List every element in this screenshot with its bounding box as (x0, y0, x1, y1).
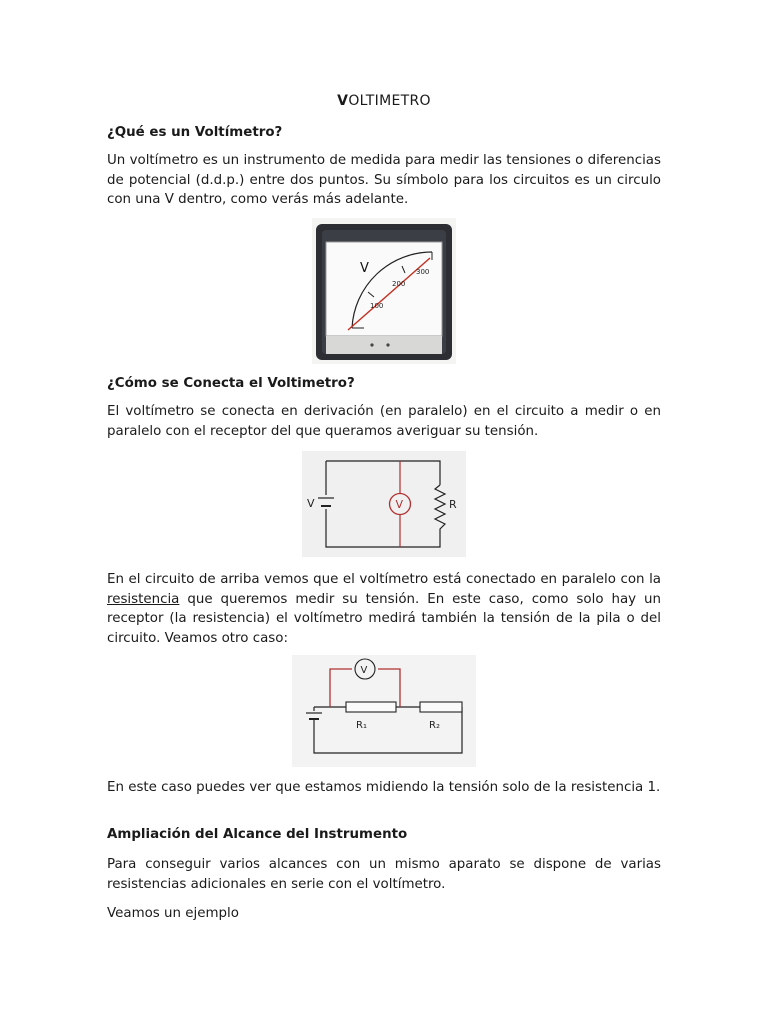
paragraph-explicacion: En el circuito de arriba vemos que el voltímetro está conectado en paralelo con la resistencia que queremos medir su tensión. En este caso, como solo hay un receptor (la resistencia) el voltímetro medirá también la tensión de la pila o del circuito. Veamos otro caso: (107, 572, 661, 646)
series-circuit-diagram (292, 655, 476, 767)
heading-como-conecta: ¿Cómo se Conecta el Voltimetro? (107, 376, 355, 391)
heading-que-es: ¿Qué es un Voltímetro? (107, 125, 283, 140)
meter-letter: V (360, 261, 369, 276)
circuit1-voltmeter-label: V (395, 498, 404, 511)
heading-ampliacion: Ampliación del Alcance del Instrumento (107, 827, 408, 842)
meter-tick-100: 100 (370, 302, 384, 310)
circuit1-resistor-label: R (449, 498, 457, 511)
meter-tick-300: 300 (416, 268, 430, 276)
parallel-circuit-diagram (302, 451, 466, 557)
meter-tick-200: 200 (392, 280, 406, 288)
circuit2-r1-label: R₁ (356, 720, 367, 731)
circuit2-r2-label: R₂ (429, 720, 440, 731)
paragraph-definicion: Un voltímetro es un instrumento de medida para medir las tensiones o diferencias de potencial (d.d.p.) entre dos puntos. Su símbolo para los circuitos es un circulo con una V dentro, como verás más adelante. (107, 153, 661, 207)
paragraph-caso-resistencia: En este caso puedes ver que estamos midiendo la tensión solo de la resistencia 1. (107, 780, 661, 795)
link-resistencia[interactable]: resistencia (107, 591, 180, 607)
paragraph-conexion: El voltímetro se conecta en derivación (en paralelo) en el circuito a medir o en paralelo con el receptor del que queramos averiguar su tensión. (107, 404, 661, 439)
circuit2-voltmeter-label: V (360, 665, 368, 676)
page-title: VOLTIMETRO (337, 93, 431, 109)
paragraph-ejemplo: Veamos un ejemplo (107, 906, 239, 921)
circuit1-source-label: V (307, 497, 315, 510)
paragraph-alcances: Para conseguir varios alcances con un mismo aparato se dispone de varias resistencias adicionales en serie con el voltímetro. (107, 857, 661, 892)
voltmeter-image (312, 218, 456, 364)
